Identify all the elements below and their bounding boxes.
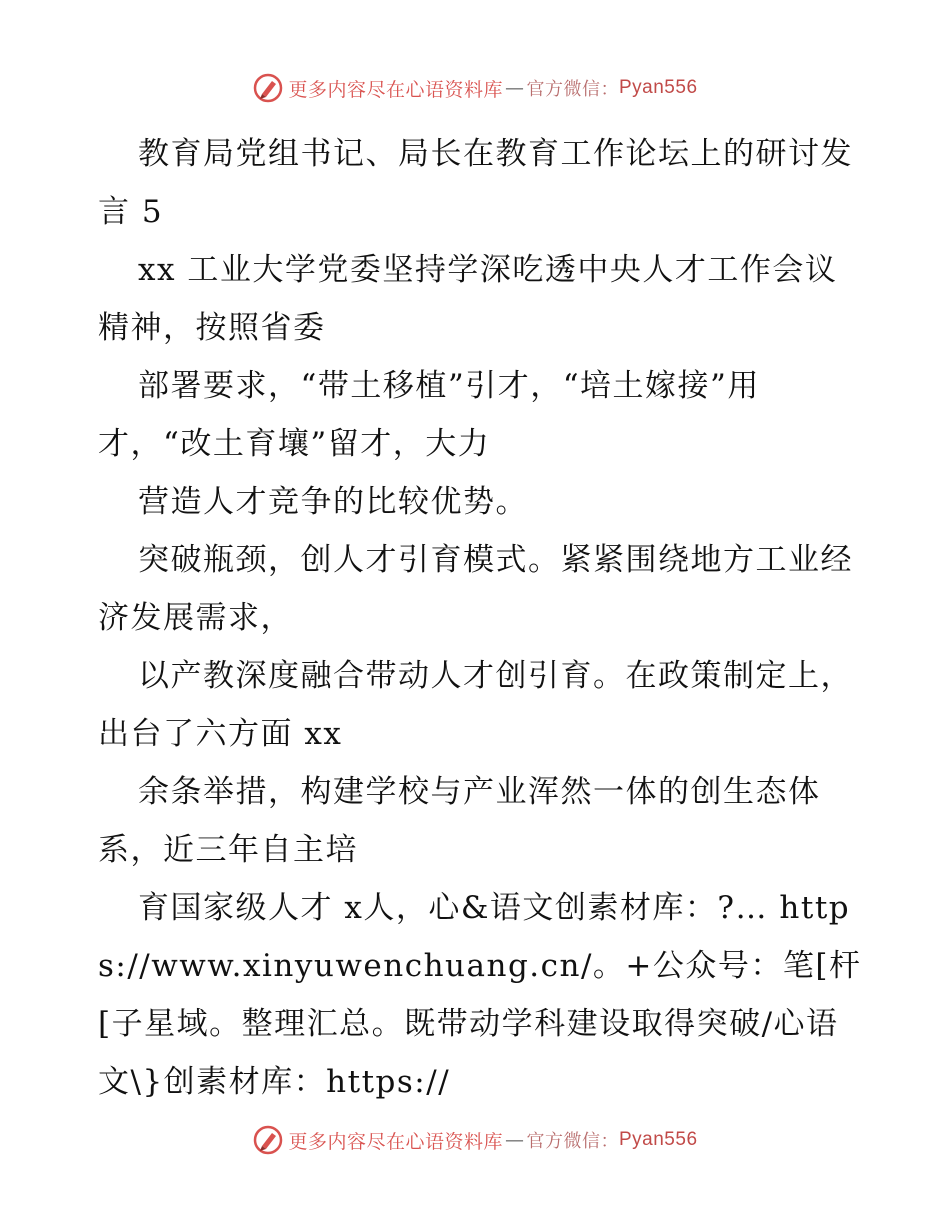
banner-dash: —	[505, 1129, 525, 1151]
banner-text: 更多内容尽在心语资料库	[288, 1130, 503, 1153]
banner-wechat-label: 官方微信：	[526, 1131, 619, 1152]
paragraph: 余条举措，构建学校与产业浑然一体的创生态体系，近三年自主培	[98, 774, 821, 868]
paragraph: 突破瓶颈，创人才引育模式。紧紧围绕地方工业经济发展需求，	[98, 542, 853, 636]
pen-logo-icon	[252, 72, 284, 104]
paragraph: 部署要求，“带土移植”引才，“培土嫁接”用才，“改土育壤”留才，大力	[98, 368, 760, 462]
footer-watermark-banner	[0, 1124, 950, 1156]
banner-wechat-label: 官方微信：	[526, 79, 619, 100]
banner-wechat-id: Pyan556	[619, 77, 698, 98]
paragraph: 育国家级人才 x人，心&语文创素材库：?… https://www.xinyuwenchuang.cn/。+公众号：笔[杆[子星域。整理汇总。既带动学科建设取得突破/心语文\}创素材库：https://	[98, 890, 862, 1100]
banner-wechat-id: Pyan556	[619, 1129, 698, 1150]
paragraph: xx 工业大学党委坚持学深吃透中央人才工作会议精神，按照省委	[98, 252, 838, 346]
document-title: 教育局党组书记、局长在教育工作论坛上的研讨发言 5	[98, 136, 853, 230]
paragraph: 营造人才竞争的比较优势。	[138, 484, 528, 520]
banner-dash: —	[505, 77, 525, 99]
pen-logo-icon	[252, 1124, 284, 1156]
header-watermark-banner	[0, 72, 950, 104]
paragraph: 以产教深度融合带动人才创引育。在政策制定上，出台了六方面 xx	[98, 658, 853, 752]
banner-text: 更多内容尽在心语资料库	[288, 78, 503, 101]
document-body	[98, 125, 868, 1111]
